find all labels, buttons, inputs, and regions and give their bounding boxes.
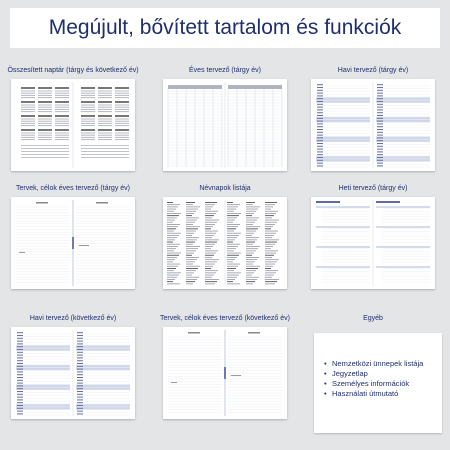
panel-name-days	[156, 184, 294, 289]
list-item-label: Használati útmutató	[332, 389, 399, 398]
weekly-thumb	[311, 197, 435, 289]
panel-yearly-planner	[156, 66, 294, 171]
namedays-list-thumb	[163, 197, 287, 289]
panel-caption: Egyéb	[363, 315, 383, 322]
bullet-icon: •	[324, 379, 327, 388]
monthly-list-next-thumb	[11, 327, 135, 419]
panel-caption: Heti tervező (tárgy év)	[338, 185, 408, 192]
list-item	[324, 379, 423, 389]
panel-weekly-planner	[304, 184, 442, 289]
title-banner	[10, 8, 440, 48]
list-item	[324, 389, 423, 399]
calendar-grid-thumb	[11, 79, 135, 171]
panel-monthly-planner	[304, 66, 442, 171]
panel-monthly-planner-next	[4, 314, 142, 419]
planner-thumbnail	[163, 197, 287, 289]
page-title: Megújult, bővített tartalom és funkciók	[48, 16, 402, 39]
panel-caption: Havi tervező (tárgy év)	[337, 67, 409, 74]
yearly-grid-thumb	[163, 79, 287, 171]
other-items-box	[314, 333, 442, 433]
list-item	[324, 369, 423, 379]
list-item	[324, 359, 423, 369]
panel-other	[304, 314, 442, 323]
other-items-list	[324, 359, 423, 399]
panel-caption: Összesített naptár (tárgy és következő év)	[7, 67, 139, 74]
list-item-label: Nemzetközi ünnepek listája	[332, 359, 424, 368]
panel-caption: Éves tervező (tárgy év)	[189, 67, 261, 74]
planner-thumbnail	[11, 79, 135, 171]
panel-summary-calendar	[4, 66, 142, 171]
panel-caption: Havi tervező (következő év)	[29, 315, 117, 322]
goals-lines-next-thumb	[163, 327, 287, 419]
list-item-label: Jegyzetlap	[332, 369, 368, 378]
planner-thumbnail	[163, 79, 287, 171]
panel-caption: Tervek, célok éves tervező (tárgy év)	[16, 185, 130, 192]
goals-lines-thumb	[11, 197, 135, 289]
planner-thumbnail	[311, 197, 435, 289]
bullet-icon: •	[324, 359, 327, 368]
bullet-icon: •	[324, 389, 327, 398]
planner-thumbnail	[11, 327, 135, 419]
panel-caption: Tervek, célok éves tervező (következő év)	[160, 315, 290, 322]
planner-thumbnail	[11, 197, 135, 289]
panel-goals-planner	[4, 184, 142, 289]
panel-goals-planner-next	[156, 314, 294, 419]
list-item-label: Személyes információk	[332, 379, 410, 388]
panel-caption: Névnapok listája	[199, 185, 251, 192]
monthly-list-thumb	[311, 79, 435, 171]
bullet-icon: •	[324, 369, 327, 378]
planner-thumbnail	[311, 79, 435, 171]
planner-thumbnail	[163, 327, 287, 419]
